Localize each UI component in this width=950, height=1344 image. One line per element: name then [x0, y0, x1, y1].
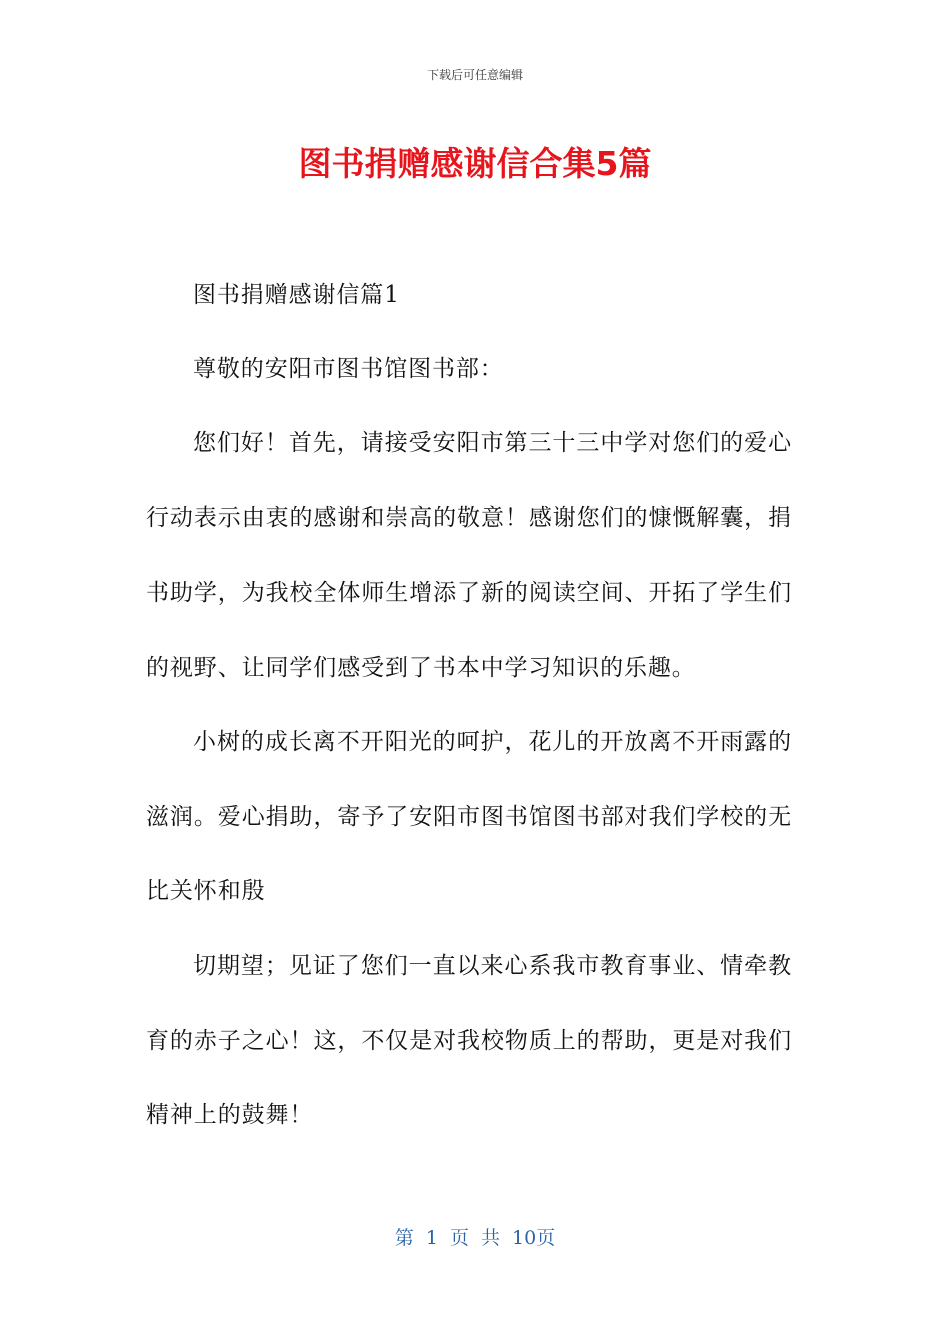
document-title: 图书捐赠感谢信合集5篇 [298, 144, 652, 183]
paragraph-line: 精神上的鼓舞！ [146, 1102, 314, 1128]
paragraph-line: 育的赤子之心！这，不仅是对我校物质上的帮助，更是对我们 [146, 1028, 792, 1054]
paragraph-line: 的视野、让同学们感受到了书本中学习知识的乐趣。 [146, 655, 696, 681]
paragraph-line: 滋润。爱心捐助，寄予了安阳市图书馆图书部对我们学校的无 [146, 804, 792, 830]
paragraph-line: 小树的成长离不开阳光的呵护，花儿的开放离不开雨露的 [193, 729, 792, 755]
paragraph-line: 您们好！首先，请接受安阳市第三十三中学对您们的爱心 [193, 430, 792, 456]
paragraph-line: 切期望；见证了您们一直以来心系我市教育事业、情牵教 [193, 953, 792, 979]
header-note: 下载后可任意编辑 [426, 68, 523, 82]
section-heading: 图书捐赠感谢信篇1 [193, 282, 400, 308]
page-number-footer: 第 1 页 共 10页 [394, 1227, 556, 1249]
paragraph-line: 行动表示由衷的感谢和崇高的敬意！感谢您们的慷慨解囊，捐 [146, 505, 792, 531]
paragraph-line: 书助学，为我校全体师生增添了新的阅读空间、开拓了学生们 [146, 580, 792, 606]
salutation: 尊敬的安阳市图书馆图书部： [193, 356, 504, 382]
paragraph-line: 比关怀和殷 [146, 878, 266, 904]
